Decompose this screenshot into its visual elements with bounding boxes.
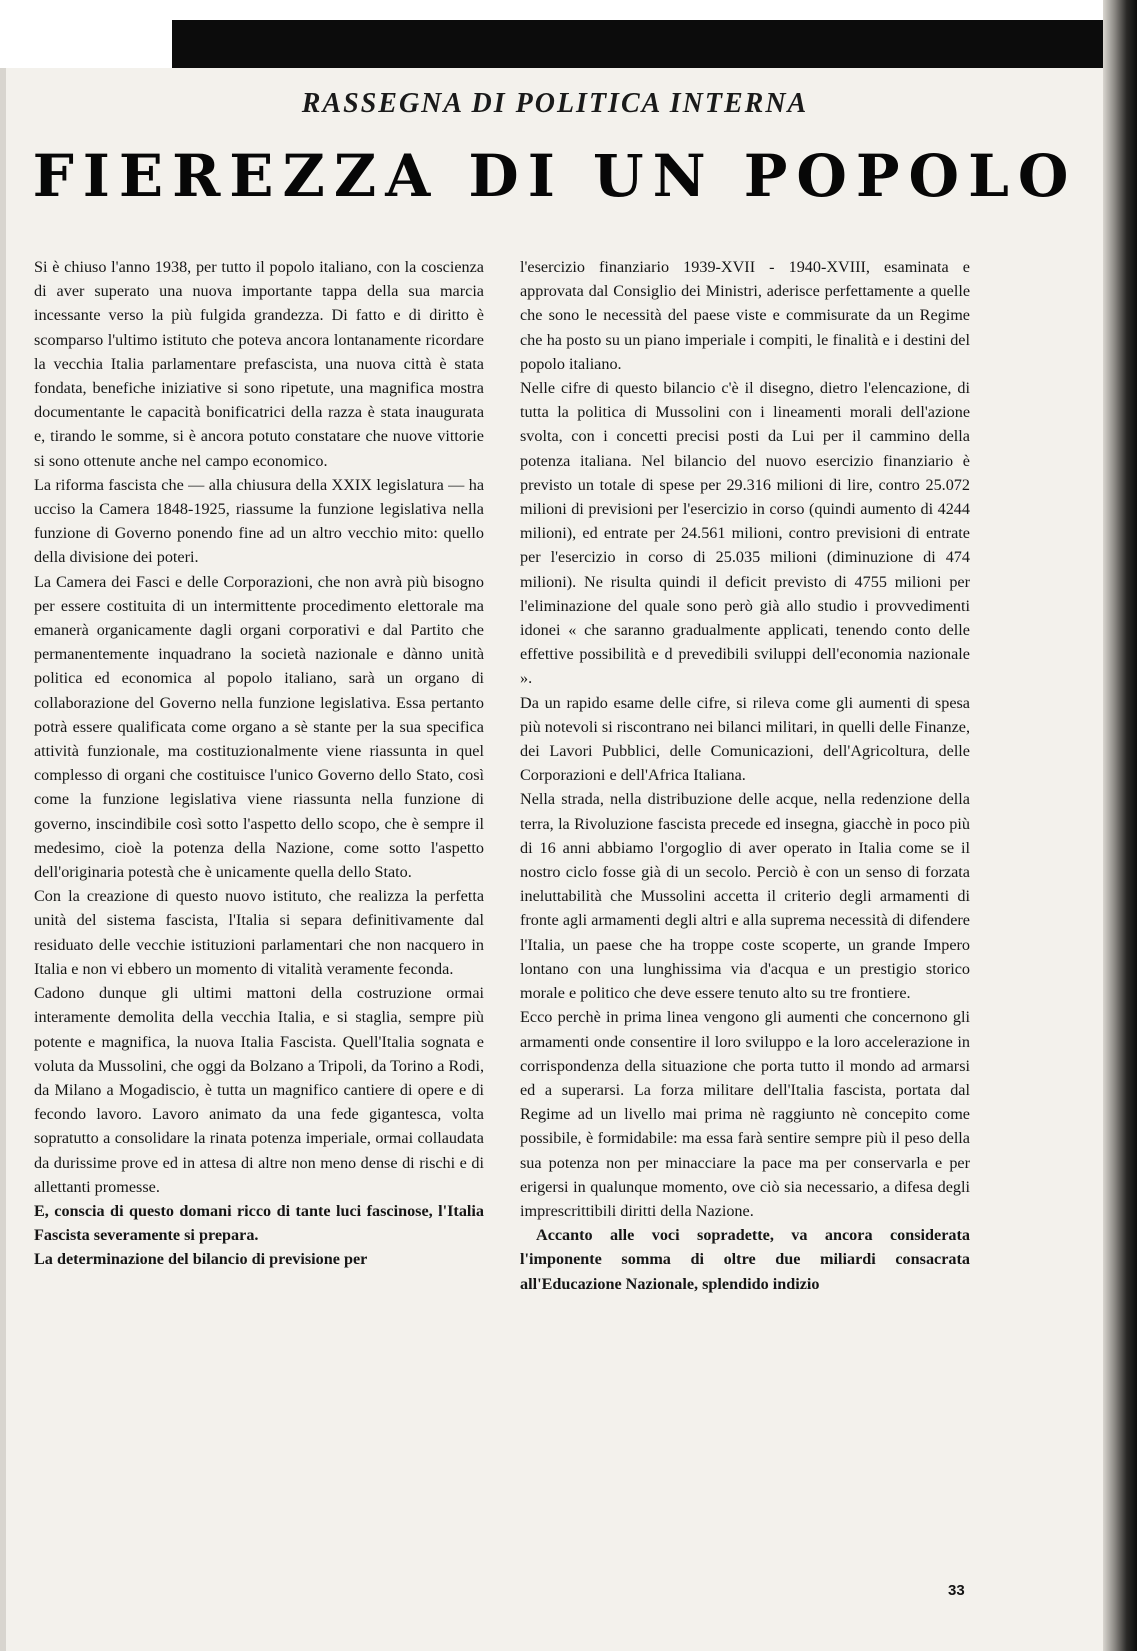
paragraph: l'esercizio finanziario 1939-XVII - 1940-XVIII, esaminata e approvata dal Consiglio dei Ministri, aderisce perfettamente a quelle che sono le necessità del paese viste e commisurate da un Regime che ha posto su un piano imperiale i compiti, le finalità e i destini del popolo italiano. [520, 258, 970, 373]
paragraph: Accanto alle voci sopradette, va ancora considerata l'imponente somma di oltre due miliardi consacrata all'Educazione Nazionale, splendido indizio [520, 1226, 970, 1293]
paragraph: La Camera dei Fasci e delle Corporazioni, che non avrà più bisogno per essere costituita di un intermittente procedimento elettorale ma emanerà organicamente dagli organi corporativi e dal Partito che permanentemente inquadrano la società nazionale e dànno unità politica ed economica al popolo italiano, sarà un organo di collaborazione del Governo nella funzione legislativa. Essa pertanto potrà essere qualificata come organo a sè stante per la sua specifica attività funzionale, ma costituzionalmente viene riassunta in quel complesso di organi che costituisce l'unico Governo dello Stato, così come la funzione legislativa viene riassunta nella funzione di governo, inscindibile così sotto l'aspetto dello scopo, che è sempre il medesimo, cioè la potenza della Nazione, come sotto l'aspetto dell'originaria potestà che è unicamente quella dello Stato. [34, 572, 484, 882]
page-edge-shadow [1103, 0, 1137, 1651]
paragraph: Ecco perchè in prima linea vengono gli aumenti che concernono gli armamenti onde consentire il loro sviluppo e la loro accelerazione in corrispondenza della situazione che porta tutto il mondo ad armarsi ed a superarsi. La forza militare dell'Italia fascista, portata dal Regime ad un livello mai prima nè raggiunto nè concepito come possibile, è formidabile: ma essa farà sentire sempre più il peso della sua potenza non per minacciare la pace ma per conservarla e per erigersi in qualunque momento, ove ciò sia necessario, a difesa degli imprescrittibili diritti della Nazione. [520, 1008, 970, 1220]
paragraph: Cadono dunque gli ultimi mattoni della costruzione ormai interamente demolita della vecchia Italia, e si staglia, sempre più potente e magnifica, la nuova Italia Fascista. Quell'Italia sognata e voluta da Mussolini, che oggi da Bolzano a Tripoli, da Torino a Rodi, da Milano a Mogadiscio, è tutta un magnifico cantiere di opere e di fecondo lavoro. Lavoro animato da una fede gigantesca, volta sopratutto a consolidare la rinata potenza imperiale, ormai collaudata da durissime prove ed in attesa di altre non meno dense di rischi e di allettanti promesse. [34, 984, 484, 1196]
article-column-left [34, 255, 484, 1272]
paragraph: La riforma fascista che — alla chiusura della XXIX legislatura — ha ucciso la Camera 1848-1925, riassume la funzione legislativa nella funzione di Governo ponendo fine ad un altro vecchio mito: quello della divisione dei poteri. [34, 475, 484, 567]
paragraph: Nelle cifre di questo bilancio c'è il disegno, dietro l'elencazione, di tutta la politica di Mussolini con i lineamenti morali dell'azione svolta, con i concetti precisi posti da Lui per il cammino della potenza italiana. Nel bilancio del nuovo esercizio finanziario è previsto un totale di spese per 29.316 milioni di lire, contro 25.072 milioni di previsioni per l'esercizio in corso (quindi aumento di 4244 milioni), ed entrate per 24.561 milioni, contro previsioni di entrate per l'esercizio in corso di 25.035 milioni (diminuzione di 474 milioni). Ne risulta quindi il deficit previsto di 4755 milioni per l'eliminazione del quale sono però già allo studio i provvedimenti idonei « che saranno gradualmente applicati, tenendo conto delle effettive possibilità e d prevedibili sviluppi dell'economia nazionale ». [520, 379, 970, 688]
page-number: 33 [948, 1582, 965, 1599]
paragraph: Da un rapido esame delle cifre, si rileva come gli aumenti di spesa più notevoli si riscontrano nei bilanci militari, in quelli delle Finanze, dei Lavori Pubblici, delle Comunicazioni, dell'Agricoltura, delle Corporazioni e dell'Africa Italiana. [520, 693, 970, 785]
section-kicker: RASSEGNA DI POLITICA INTERNA [301, 88, 809, 119]
page-left-edge [0, 68, 6, 1651]
article-column-right [520, 255, 970, 1296]
paragraph: La determinazione del bilancio di previsione per [34, 1250, 368, 1269]
header-black-bar [172, 20, 1110, 68]
article-headline: FIEREZZA DI UN POPOLO [32, 142, 1078, 210]
paragraph: Con la creazione di questo nuovo istituto, che realizza la perfetta unità del sistema fascista, l'Italia si separa definitivamente dal residuato delle vecchie istituzioni parlamentari che non nacquero in Italia e non vi ebbero un momento di vitalità veramente feconda. [34, 887, 484, 978]
paragraph: E, conscia di questo domani ricco di tante luci fascinose, l'Italia Fascista severamente si prepara. [34, 1201, 484, 1245]
paragraph: Si è chiuso l'anno 1938, per tutto il popolo italiano, con la coscienza di aver superato una nuova importante tappa della sua marcia incessante verso la più fulgida grandezza. Di fatto e di diritto è scomparso l'ultimo istituto che poteva ancora lontanamente ricordare la vecchia Italia parlamentare prefascista, una nuova città è stata fondata, benefiche iniziative si sono ripetute, una magnifica mostra documentante le capacità bonificatrici della razza è stata inaugurata e, tirando le somme, si è ancora potuto constatare che nuove vittorie si sono ottenute anche nel campo economico. [34, 258, 484, 470]
paragraph: Nella strada, nella distribuzione delle acque, nella redenzione della terra, la Rivoluzione fascista precede ed insegna, giacchè in poco più di 16 anni abbiamo l'orgoglio di aver operato in Italia come se il nostro ciclo fosse già di un secolo. Perciò è con un senso di forzata ineluttabilità che Mussolini accetta il criterio degli armamenti di fronte agli armamenti degli altri e alla suprema necessità di difendere l'Italia, un paese che ha troppe coste scoperte, un grande Impero lontano con una lunghissima via d'acqua e un prestigio storico morale e politico che deve essere tenuto alto su tre frontiere. [520, 790, 970, 1003]
